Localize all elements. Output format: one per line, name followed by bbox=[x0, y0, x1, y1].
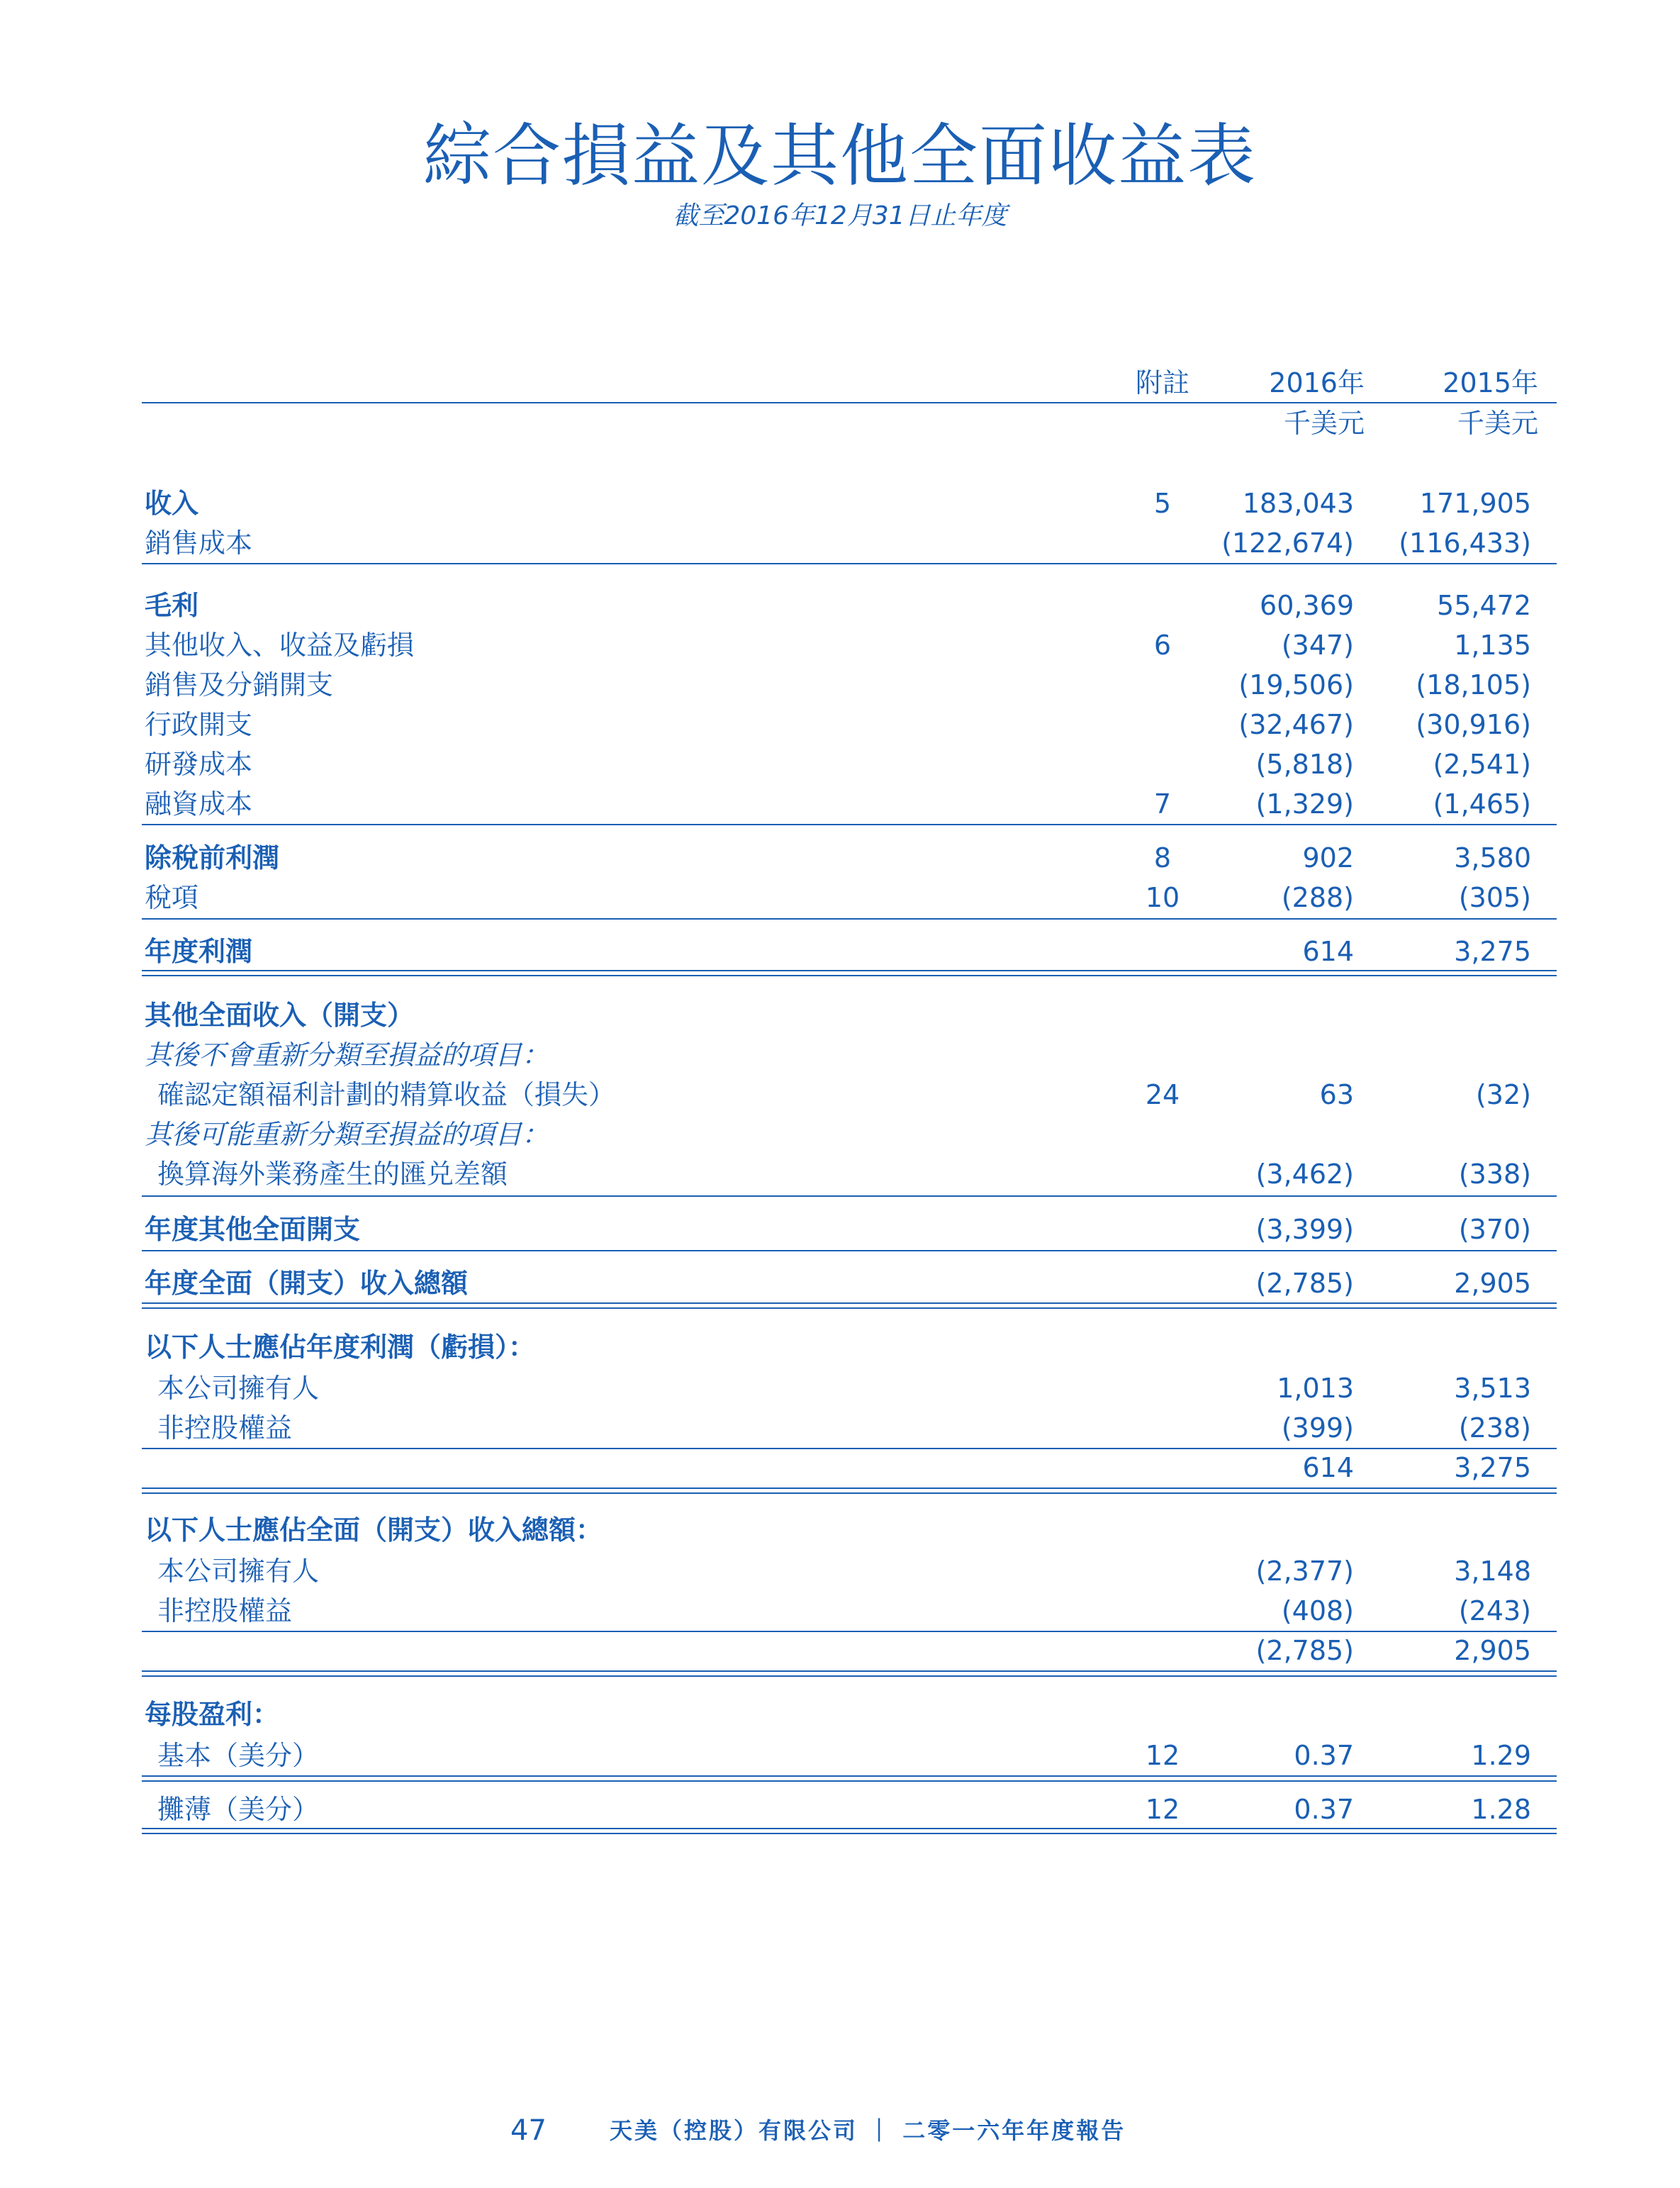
row-label: 其後可能重新分類至損益的項目： bbox=[145, 1119, 549, 1150]
row-note: 8 bbox=[1153, 842, 1172, 873]
row-label: 以下人士應佔年度利潤（虧損）： bbox=[145, 1332, 536, 1363]
row-divider bbox=[142, 1250, 1557, 1251]
row-value-2015: 1,135 bbox=[1454, 630, 1531, 661]
table-row bbox=[0, 1695, 1680, 1734]
row-label: 研發成本 bbox=[145, 749, 253, 780]
row-value-2016: 902 bbox=[1302, 842, 1354, 873]
table-row bbox=[0, 1115, 1680, 1154]
row-label: 年度全面（開支）收入總額 bbox=[145, 1268, 469, 1299]
table-row bbox=[0, 878, 1680, 917]
row-double-divider bbox=[142, 1487, 1557, 1494]
row-value-2015: (2,541) bbox=[1433, 749, 1531, 780]
row-value-2015: (18,105) bbox=[1416, 669, 1531, 701]
row-value-2015: (338) bbox=[1458, 1159, 1531, 1190]
table-row bbox=[0, 1408, 1680, 1448]
row-value-2016: (1,329) bbox=[1255, 788, 1354, 820]
row-value-2016: 63 bbox=[1319, 1079, 1354, 1110]
table-row bbox=[0, 705, 1680, 744]
row-value-2015: 3,148 bbox=[1454, 1556, 1531, 1587]
row-value-2015: 1.28 bbox=[1471, 1794, 1531, 1825]
row-value-2016: (19,506) bbox=[1238, 669, 1354, 701]
row-value-2016: 0.37 bbox=[1294, 1794, 1354, 1825]
row-double-divider bbox=[142, 1302, 1557, 1309]
table-row bbox=[0, 1736, 1680, 1775]
row-value-2015: 55,472 bbox=[1437, 590, 1531, 621]
row-label: 其後不會重新分類至損益的項目： bbox=[145, 1039, 549, 1071]
table-row bbox=[0, 1075, 1680, 1115]
row-note: 7 bbox=[1153, 788, 1172, 820]
row-divider bbox=[142, 1195, 1557, 1197]
row-value-2016: (2,377) bbox=[1255, 1556, 1354, 1587]
row-label: 毛利 bbox=[145, 590, 199, 621]
row-label: 本公司擁有人 bbox=[157, 1373, 320, 1404]
company-report-name: 天美（控股）有限公司 ｜ 二零一六年年度報告 bbox=[610, 2117, 1126, 2144]
row-value-2015: 3,275 bbox=[1454, 1452, 1531, 1483]
table-row bbox=[0, 995, 1680, 1035]
row-value-2015: (116,433) bbox=[1399, 528, 1531, 559]
table-row bbox=[0, 1368, 1680, 1408]
row-value-2015: (243) bbox=[1458, 1595, 1531, 1626]
row-value-2015: 3,580 bbox=[1454, 842, 1531, 873]
row-value-2016: (3,399) bbox=[1255, 1214, 1354, 1245]
row-value-2015: 1.29 bbox=[1471, 1740, 1531, 1771]
row-value-2016: 0.37 bbox=[1294, 1740, 1354, 1771]
table-row bbox=[0, 932, 1680, 971]
row-value-2016: 183,043 bbox=[1242, 488, 1354, 519]
row-value-2016: (3,462) bbox=[1255, 1159, 1354, 1190]
row-value-2015: (370) bbox=[1458, 1214, 1531, 1245]
table-row bbox=[0, 1263, 1680, 1303]
row-label: 收入 bbox=[145, 488, 199, 519]
table-row-subtotal bbox=[0, 1448, 1680, 1487]
table-row bbox=[0, 1551, 1680, 1591]
row-value-2015: 2,905 bbox=[1454, 1268, 1531, 1299]
row-label: 換算海外業務產生的匯兑差額 bbox=[157, 1159, 508, 1190]
row-value-2016: 614 bbox=[1302, 936, 1354, 967]
row-value-2015: 2,905 bbox=[1454, 1635, 1531, 1666]
row-label: 攤薄（美分） bbox=[157, 1794, 320, 1825]
row-value-2015: (30,916) bbox=[1416, 709, 1531, 740]
table-row bbox=[0, 484, 1680, 523]
row-divider bbox=[142, 824, 1557, 825]
row-label: 銷售成本 bbox=[145, 528, 253, 559]
table-row bbox=[0, 665, 1680, 705]
table-row bbox=[0, 1210, 1680, 1249]
row-note: 12 bbox=[1145, 1794, 1180, 1825]
row-divider bbox=[142, 918, 1557, 920]
row-value-2016: (399) bbox=[1281, 1412, 1354, 1444]
row-label: 基本（美分） bbox=[157, 1740, 320, 1771]
table-row bbox=[0, 523, 1680, 563]
row-label: 每股盈利： bbox=[145, 1699, 280, 1730]
page-subtitle: 截至2016年12月31日止年度 bbox=[673, 201, 1007, 230]
column-header-2016: 2016年 bbox=[1269, 367, 1365, 398]
table-row bbox=[0, 838, 1680, 878]
column-unit-2015: 千美元 bbox=[1457, 408, 1538, 439]
row-double-divider bbox=[142, 1670, 1557, 1677]
row-note: 24 bbox=[1145, 1079, 1180, 1110]
row-note: 6 bbox=[1153, 630, 1172, 661]
header-rule bbox=[142, 402, 1557, 403]
row-label: 行政開支 bbox=[145, 709, 253, 740]
row-value-2015: 3,275 bbox=[1454, 936, 1531, 967]
row-note: 12 bbox=[1145, 1740, 1180, 1771]
row-note: 10 bbox=[1145, 882, 1180, 913]
table-row bbox=[0, 1510, 1680, 1550]
row-label: 非控股權益 bbox=[157, 1412, 293, 1444]
table-row bbox=[0, 744, 1680, 784]
row-label: 以下人士應佔全面（開支）收入總額： bbox=[145, 1514, 603, 1546]
table-row bbox=[0, 1591, 1680, 1631]
row-label: 年度利潤 bbox=[145, 936, 253, 967]
row-value-2015: (32) bbox=[1475, 1079, 1531, 1110]
row-label: 銷售及分銷開支 bbox=[145, 669, 334, 701]
row-value-2015: 3,513 bbox=[1454, 1373, 1531, 1404]
row-value-2015: (1,465) bbox=[1433, 788, 1531, 820]
row-label: 確認定額福利計劃的精算收益（損失） bbox=[157, 1079, 616, 1110]
column-header-2015: 2015年 bbox=[1443, 367, 1538, 398]
row-label: 其他收入、收益及虧損 bbox=[145, 630, 415, 661]
page-number: 47 bbox=[510, 2114, 547, 2147]
table-row bbox=[0, 1154, 1680, 1194]
row-label: 稅項 bbox=[145, 882, 199, 913]
row-value-2016: (288) bbox=[1281, 882, 1354, 913]
column-header-note: 附註 bbox=[1135, 367, 1189, 398]
row-label: 其他全面收入（開支） bbox=[145, 1000, 415, 1031]
row-divider bbox=[142, 563, 1557, 564]
row-value-2015: 171,905 bbox=[1419, 488, 1531, 519]
row-value-2016: 614 bbox=[1302, 1452, 1354, 1483]
row-label: 除稅前利潤 bbox=[145, 842, 280, 873]
table-row bbox=[0, 586, 1680, 625]
row-double-divider bbox=[142, 970, 1557, 976]
row-value-2016: (2,785) bbox=[1255, 1268, 1354, 1299]
row-value-2016: (32,467) bbox=[1238, 709, 1354, 740]
row-double-divider bbox=[142, 1775, 1557, 1782]
table-row bbox=[0, 1790, 1680, 1829]
row-value-2015: (238) bbox=[1458, 1412, 1531, 1444]
row-label: 融資成本 bbox=[145, 788, 253, 820]
table-row bbox=[0, 1035, 1680, 1075]
row-value-2015: (305) bbox=[1458, 882, 1531, 913]
table-row bbox=[0, 784, 1680, 824]
row-value-2016: (347) bbox=[1281, 630, 1354, 661]
row-value-2016: (122,674) bbox=[1221, 528, 1354, 559]
row-value-2016: 60,369 bbox=[1260, 590, 1354, 621]
row-value-2016: (2,785) bbox=[1255, 1635, 1354, 1666]
row-label: 本公司擁有人 bbox=[157, 1556, 320, 1587]
table-row bbox=[0, 625, 1680, 665]
row-value-2016: 1,013 bbox=[1277, 1373, 1354, 1404]
table-row bbox=[0, 1327, 1680, 1367]
page-footer bbox=[0, 2113, 1680, 2148]
table-row-subtotal bbox=[0, 1631, 1680, 1670]
row-value-2016: (408) bbox=[1281, 1595, 1354, 1626]
row-value-2016: (5,818) bbox=[1255, 749, 1354, 780]
row-label: 非控股權益 bbox=[157, 1595, 293, 1626]
page-title: 綜合損益及其他全面收益表 bbox=[423, 116, 1257, 196]
row-label: 年度其他全面開支 bbox=[145, 1214, 361, 1245]
column-unit-2016: 千美元 bbox=[1283, 408, 1365, 439]
row-note: 5 bbox=[1153, 488, 1172, 519]
row-double-divider bbox=[142, 1828, 1557, 1834]
